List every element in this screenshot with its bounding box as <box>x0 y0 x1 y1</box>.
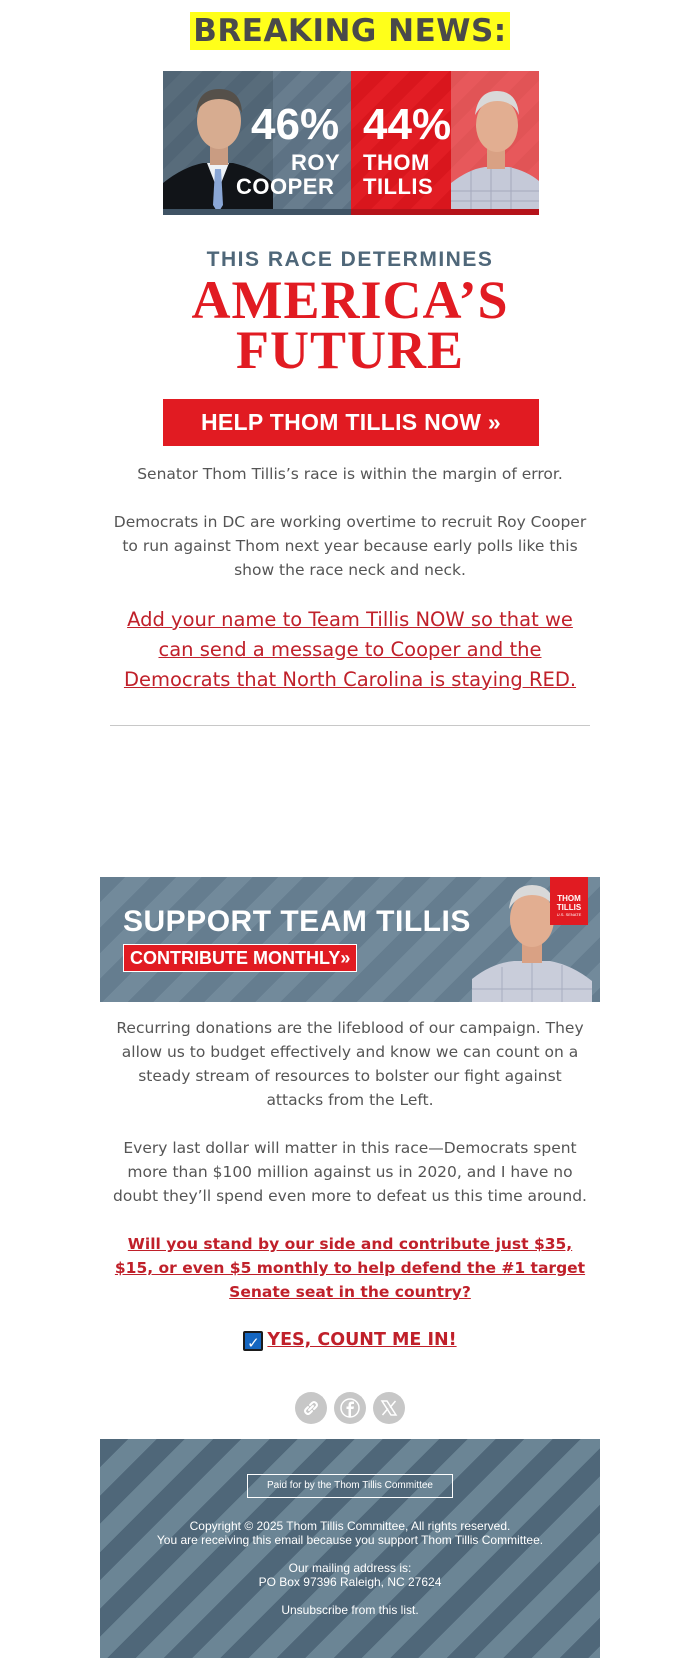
body-paragraph-democrats: Democrats in DC are working overtime to recruit Roy Cooper to run against Thom next year because early polls like this show the race neck and neck. <box>113 513 587 579</box>
mailing-label: Our mailing address is: <box>288 1561 412 1575</box>
tillis-logo <box>550 877 588 925</box>
tillis-portrait <box>451 71 539 215</box>
breaking-news-header <box>0 12 700 50</box>
checkbox-checked-icon: ✓ <box>243 1331 263 1351</box>
tillis-percent: 44% <box>363 100 452 149</box>
breaking-news-label: BREAKING NEWS: <box>190 12 509 50</box>
body-paragraph-margin: Senator Thom Tillis’s race is within the margin of error. <box>137 465 563 483</box>
copyright-text: Copyright © 2025 Thom Tillis Committee, All rights reserved. <box>189 1519 511 1533</box>
section-divider <box>110 725 590 726</box>
receiving-text: You are receiving this email because you support Thom Tillis Committee. <box>156 1533 544 1547</box>
headline-line-americas: AMERICA’S <box>191 270 509 330</box>
body-paragraph-every-dollar: Every last dollar will matter in this race—Democrats spent more than $100 million against us in 2020, and I have no doubt they’ll spend even more to defeat us this time around. <box>113 1139 587 1205</box>
help-thom-tillis-button[interactable]: HELP THOM TILLIS NOW » <box>163 399 539 446</box>
yes-count-me-in-link[interactable] <box>243 1330 456 1350</box>
link-icon[interactable] <box>295 1392 327 1424</box>
cooper-panel <box>163 71 351 215</box>
unsubscribe-link[interactable]: Unsubscribe from this list. <box>281 1603 419 1617</box>
yes-count-me-in-label: YES, COUNT ME IN! <box>267 1330 457 1350</box>
footer <box>100 1439 600 1658</box>
headline-line-future: FUTURE <box>235 320 464 380</box>
x-icon[interactable] <box>373 1392 405 1424</box>
headline-title <box>0 270 700 380</box>
mailing-address: PO Box 97396 Raleigh, NC 27624 <box>258 1575 442 1589</box>
tillis-last-name: TILLIS <box>363 174 434 199</box>
tillis-panel <box>351 71 539 215</box>
support-team-tillis-banner[interactable] <box>100 877 600 1002</box>
logo-subtitle: U.S. SENATE <box>556 912 582 917</box>
cooper-last-name: COOPER <box>236 174 335 199</box>
social-icons <box>0 1392 700 1424</box>
facebook-icon[interactable] <box>334 1392 366 1424</box>
cooper-first-name: ROY <box>291 150 341 175</box>
contribute-monthly-link[interactable]: Will you stand by our side and contribute just $35, $15, or even $5 monthly to help defend the #1 target Senate seat in the country? <box>114 1235 586 1301</box>
cooper-percent: 46% <box>251 100 340 149</box>
body-paragraph-recurring: Recurring donations are the lifeblood of our campaign. They allow us to budget effectively and know we can count on a steady stream of resources to bolster our fight against attacks from the Left. <box>116 1019 584 1109</box>
logo-line-thom: THOM <box>557 894 581 903</box>
poll-banner[interactable] <box>163 71 539 215</box>
yes-count-me-in-row <box>0 1330 700 1351</box>
add-name-link[interactable]: Add your name to Team Tillis NOW so that we can send a message to Cooper and the Democrats that North Carolina is staying RED. <box>123 608 577 691</box>
headline-subtitle: THIS RACE DETERMINES <box>206 248 494 271</box>
contribute-monthly-button[interactable]: CONTRIBUTE MONTHLY» <box>123 944 357 972</box>
support-banner-title: SUPPORT TEAM TILLIS <box>123 905 471 938</box>
tillis-first-name: THOM <box>363 150 430 175</box>
paid-for-by-disclaimer: Paid for by the Thom Tillis Committee <box>247 1474 453 1498</box>
logo-line-tillis: TILLIS <box>556 903 582 912</box>
